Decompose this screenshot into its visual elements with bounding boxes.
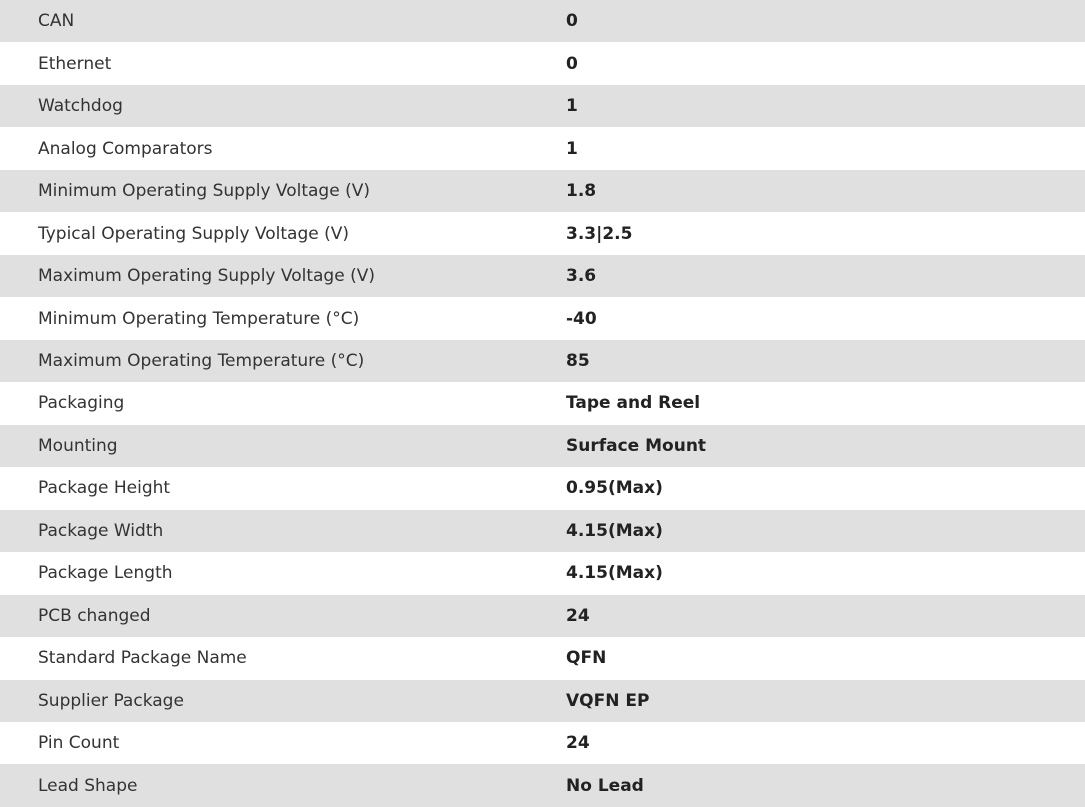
spec-value: 24 (566, 605, 590, 626)
spec-label: Typical Operating Supply Voltage (V) (38, 223, 349, 244)
spec-value: 1 (566, 138, 578, 159)
spec-label: Package Height (38, 478, 171, 499)
spec-row (0, 85, 1085, 127)
spec-label: Watchdog (38, 96, 123, 117)
spec-value: 3.3|2.5 (566, 223, 633, 244)
spec-label: Pin Count (38, 733, 120, 754)
spec-row (0, 680, 1085, 722)
spec-label: Packaging (38, 393, 125, 414)
spec-value: 24 (566, 733, 590, 754)
spec-row (0, 467, 1085, 509)
spec-value: 0 (566, 53, 578, 74)
spec-value: Tape and Reel (566, 393, 701, 414)
spec-value: No Lead (566, 775, 644, 796)
spec-row (0, 212, 1085, 254)
spec-row (0, 425, 1085, 467)
spec-row (0, 382, 1085, 424)
spec-label: Maximum Operating Supply Voltage (V) (38, 266, 375, 287)
spec-row (0, 297, 1085, 339)
spec-value: 4.15(Max) (566, 520, 663, 541)
spec-label: Mounting (38, 435, 118, 456)
spec-row (0, 552, 1085, 594)
spec-value: 4.15(Max) (566, 563, 663, 584)
spec-label: CAN (38, 11, 75, 32)
spec-label: Package Width (38, 520, 164, 541)
spec-label: Standard Package Name (38, 648, 247, 669)
spec-label: Lead Shape (38, 775, 138, 796)
spec-row (0, 722, 1085, 764)
spec-row (0, 0, 1085, 42)
spec-label: Package Length (38, 563, 173, 584)
spec-label: Minimum Operating Temperature (°C) (38, 308, 360, 329)
spec-value: 1.8 (566, 181, 597, 202)
spec-row (0, 170, 1085, 212)
spec-value: VQFN EP (566, 690, 650, 711)
spec-row (0, 127, 1085, 169)
spec-label: Minimum Operating Supply Voltage (V) (38, 181, 370, 202)
spec-value: 0.95(Max) (566, 478, 663, 499)
spec-label: Analog Comparators (38, 138, 213, 159)
spec-row (0, 42, 1085, 84)
spec-label: Maximum Operating Temperature (°C) (38, 350, 365, 371)
spec-label: Ethernet (38, 53, 112, 74)
spec-label: Supplier Package (38, 690, 184, 711)
spec-row (0, 595, 1085, 637)
spec-row (0, 255, 1085, 297)
spec-row (0, 340, 1085, 382)
spec-row (0, 510, 1085, 552)
spec-label: PCB changed (38, 605, 151, 626)
spec-value: 3.6 (566, 266, 597, 287)
spec-value: QFN (566, 648, 607, 669)
spec-value: 1 (566, 96, 578, 117)
spec-value: -40 (566, 308, 597, 329)
spec-value: 0 (566, 11, 578, 32)
spec-value: 85 (566, 350, 590, 371)
spec-row (0, 764, 1085, 806)
spec-row (0, 637, 1085, 679)
spec-value: Surface Mount (566, 435, 707, 456)
